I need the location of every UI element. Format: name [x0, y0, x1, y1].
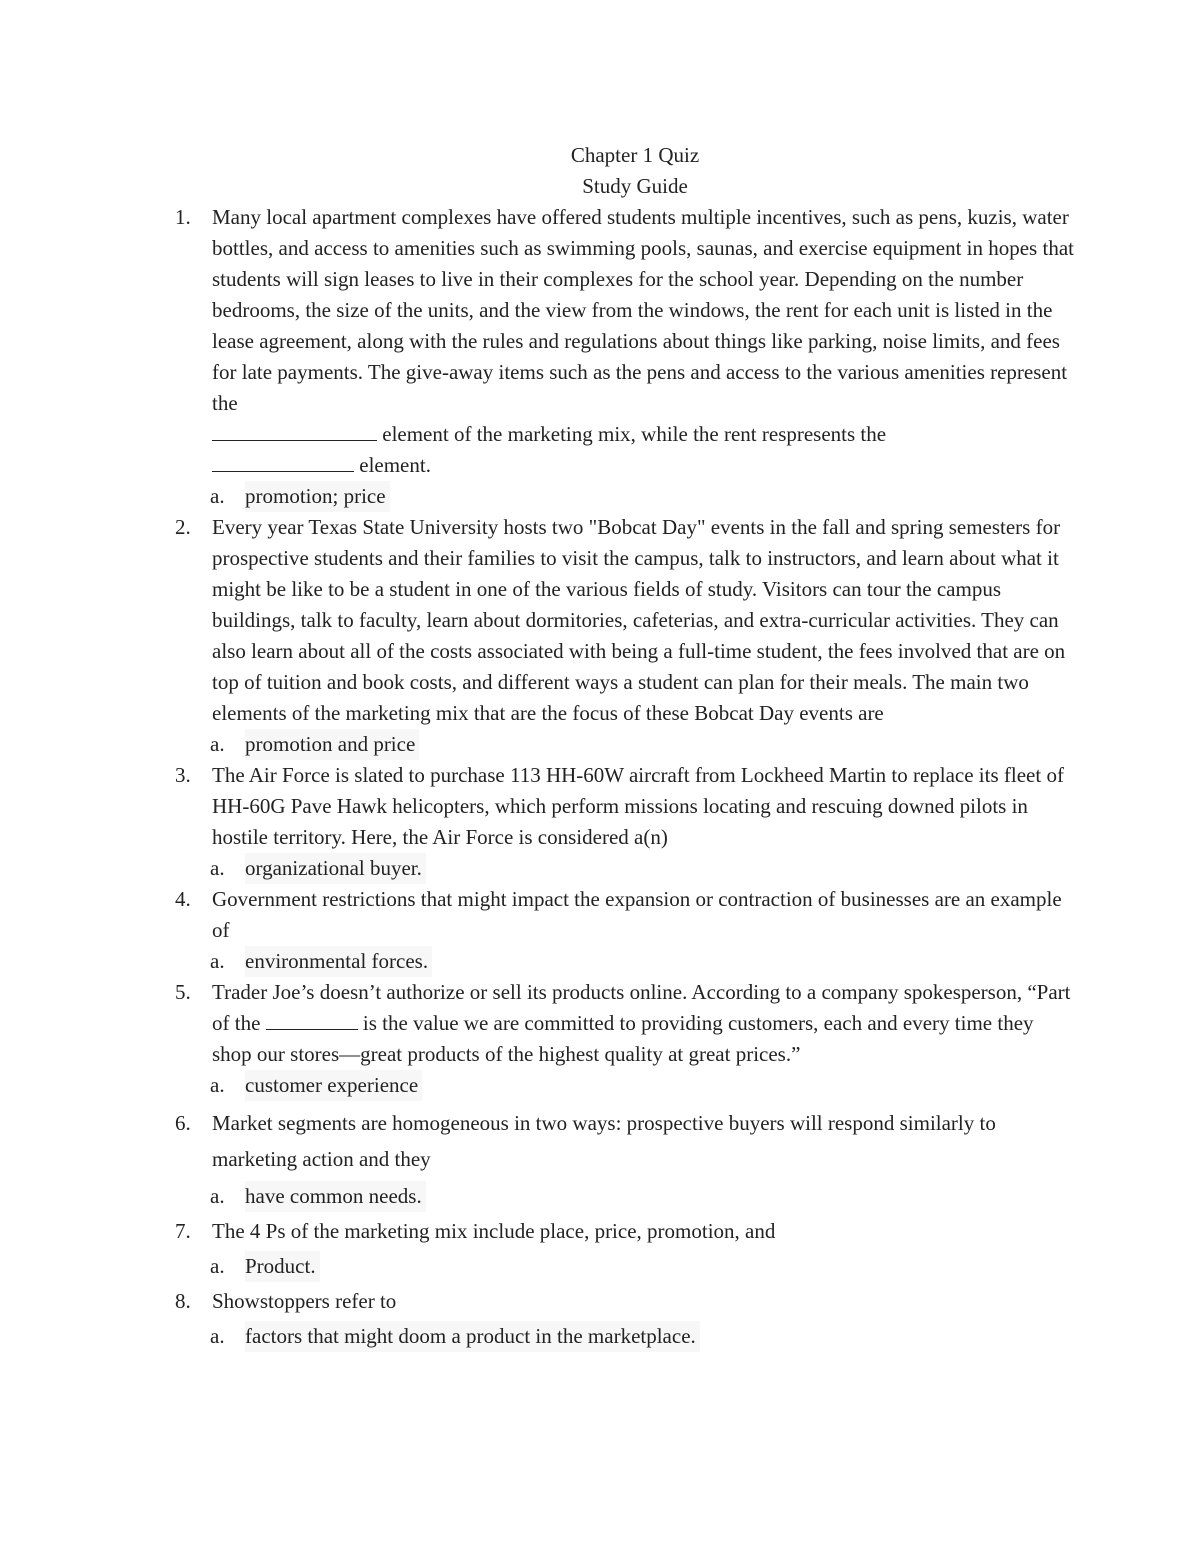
question-number: 2. [175, 515, 191, 539]
question-text: The 4 Ps of the marketing mix include place, price, promotion, and [212, 1219, 776, 1243]
question-8 [175, 1286, 1075, 1317]
question-1 [175, 202, 1075, 481]
title-block [0, 140, 1200, 202]
answer-text: organizational buyer. [245, 853, 426, 884]
question-number: 5. [175, 980, 191, 1004]
document-title: Chapter 1 Quiz [570, 143, 700, 167]
answer-letter: a. [210, 949, 225, 973]
question-number: 7. [175, 1219, 191, 1243]
answer-letter: a. [210, 1324, 225, 1348]
question-number: 6. [175, 1111, 191, 1135]
question-5 [175, 977, 1075, 1070]
answer-8 [175, 1321, 1075, 1352]
answer-letter: a. [210, 484, 225, 508]
answer-text: factors that might doom a product in the marketplace. [245, 1321, 700, 1352]
answer-5 [175, 1070, 1075, 1101]
question-2 [175, 512, 1075, 729]
answer-text: Product. [245, 1251, 320, 1282]
answer-blank [212, 451, 354, 472]
answer-letter: a. [210, 1073, 225, 1097]
answer-4 [175, 946, 1075, 977]
answer-letter: a. [210, 1184, 225, 1208]
question-3 [175, 760, 1075, 853]
question-7 [175, 1216, 1075, 1247]
answer-6 [175, 1181, 1075, 1212]
answer-letter: a. [210, 1254, 225, 1278]
question-number: 8. [175, 1289, 191, 1313]
answer-text: promotion and price [245, 729, 419, 760]
answer-letter: a. [210, 732, 225, 756]
question-text: Trader Joe’s doesn’t authorize or sell its products online. According to a company spokesperson, “Part of the is the value we are committed to providing customers, each and every time they shop our stores—great products of the highest quality at great prices.” [212, 980, 1071, 1066]
question-6 [175, 1105, 1075, 1177]
answer-7 [175, 1251, 1075, 1282]
question-number: 3. [175, 763, 191, 787]
question-text: Showstoppers refer to [212, 1289, 397, 1313]
question-text: Government restrictions that might impact the expansion or contraction of businesses are an example of [212, 887, 1062, 942]
answer-2 [175, 729, 1075, 760]
question-text: Every year Texas State University hosts two "Bobcat Day" events in the fall and spring semesters for prospective students and their families to visit the campus, talk to instructors, and learn about what it might be like to be a student in one of the various fields of study. Visitors can tour the campus buildings, talk to faculty, learn about dormitories, cafeterias, and extra-curricular activities. They can also learn about all of the costs associated with being a full-time student, the fees involved that are on top of tuition and book costs, and different ways a student can plan for their meals. The main two elements of the marketing mix that are the focus of these Bobcat Day events are [212, 515, 1066, 725]
answer-text: customer experience [245, 1070, 422, 1101]
answer-text: have common needs. [245, 1181, 426, 1212]
answer-1 [175, 481, 1075, 512]
question-text: Market segments are homogeneous in two ways: prospective buyers will respond similarly to marketing action and they [212, 1111, 996, 1171]
question-text: The Air Force is slated to purchase 113 HH-60W aircraft from Lockheed Martin to replace its fleet of HH-60G Pave Hawk helicopters, which perform missions locating and rescuing downed pilots in hostile territory. Here, the Air Force is considered a(n) [212, 763, 1064, 849]
quiz-question-list [175, 202, 1075, 1352]
question-text: Many local apartment complexes have offered students multiple incentives, such as pens, kuzis, water bottles, and access to amenities such as swimming pools, saunas, and exercise equipment in hopes that students will sign leases to live in their complexes for the school year. Depending on the number bedrooms, the size of the units, and the view from the windows, the rent for each unit is listed in the lease agreement, along with the rules and regulations about things like parking, noise limits, and fees for late payments. The give-away items such as the pens and access to the various amenities represent the element of the marketing mix, while the rent respresents the element. [212, 205, 1074, 477]
answer-text: promotion; price [245, 481, 390, 512]
answer-3 [175, 853, 1075, 884]
answer-blank [266, 1009, 358, 1030]
question-4 [175, 884, 1075, 946]
answer-letter: a. [210, 856, 225, 880]
question-number: 1. [175, 205, 191, 229]
answer-blank [212, 420, 377, 441]
answer-text: environmental forces. [245, 946, 432, 977]
question-number: 4. [175, 887, 191, 911]
document-subtitle: Study Guide [582, 174, 688, 198]
